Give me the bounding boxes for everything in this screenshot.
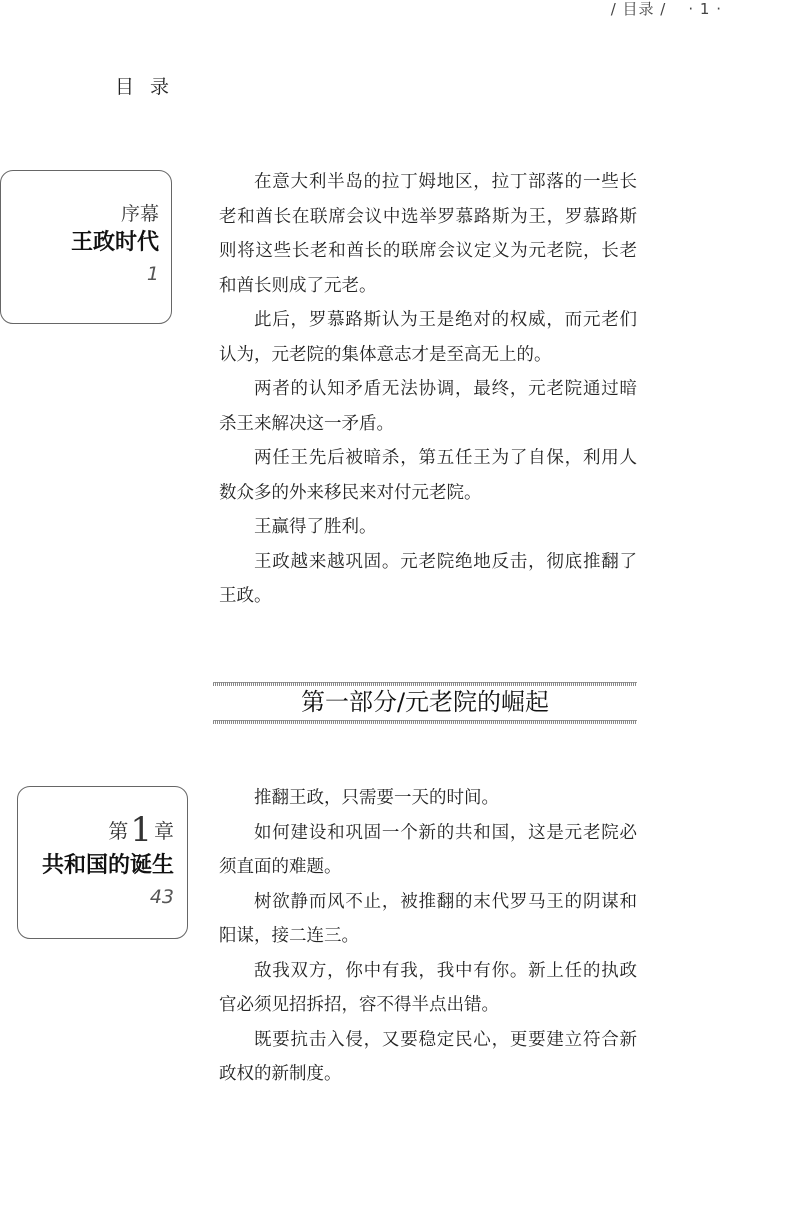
part-heading-rule-top	[213, 682, 637, 686]
prologue-title: 王政时代	[70, 230, 159, 255]
toc-title: 目录	[115, 76, 186, 98]
paragraph: 两者的认知矛盾无法协调，最终，元老院通过暗杀王来解决这一矛盾。	[219, 379, 637, 434]
paragraph: 王赢得了胜利。	[254, 517, 377, 537]
part-heading-rule-bottom	[213, 720, 637, 724]
paragraph: 王政越来越巩固。元老院绝地反击，彻底推翻了王政。	[219, 551, 637, 606]
prologue-page-number: 1	[146, 263, 159, 285]
prologue-toc-entry[interactable]	[0, 170, 172, 324]
paragraph: 树欲静而风不止，被推翻的末代罗马王的阴谋和阳谋，接二连三。	[219, 891, 637, 946]
prologue-summary	[219, 165, 637, 614]
chapter-1-label	[18, 811, 174, 850]
chapter-suffix: 章	[154, 819, 174, 843]
paragraph: 推翻王政，只需要一天的时间。	[254, 788, 499, 808]
paragraph: 两任王先后被暗杀，第五任王为了自保，利用人数众多的外来移民来对付元老院。	[219, 448, 637, 503]
part-one-heading	[213, 684, 637, 721]
chapter-1-page-number: 43	[149, 886, 174, 908]
chapter-prefix: 第	[108, 819, 129, 843]
part-one-title: 第一部分/元老院的崛起	[300, 688, 550, 716]
paragraph: 在意大利半岛的拉丁姆地区，拉丁部落的一些长老和酋长在联席会议中选举罗慕路斯为王，罗慕路斯则将这些长老和酋长的联席会议定义为元老院，长老和酋长则成了元老。	[219, 172, 637, 296]
chapter-1-toc-entry[interactable]	[17, 786, 188, 939]
running-header	[611, 0, 722, 19]
paragraph: 如何建设和巩固一个新的共和国，这是元老院必须直面的难题。	[219, 822, 637, 877]
chapter-number: 1	[130, 810, 152, 850]
paragraph: 既要抗击入侵，又要稳定民心，更要建立符合新政权的新制度。	[219, 1029, 637, 1084]
paragraph: 敌我双方，你中有我，我中有你。新上任的执政官必须见招拆招，容不得半点出错。	[219, 960, 637, 1015]
header-page-number: · 1 ·	[688, 0, 722, 18]
header-section-label: / 目录 /	[610, 0, 667, 18]
paragraph: 此后，罗慕路斯认为王是绝对的权威，而元老们认为，元老院的集体意志才是至高无上的。	[219, 310, 637, 365]
prologue-label: 序幕	[120, 203, 159, 225]
chapter-1-summary	[219, 781, 637, 1092]
chapter-1-title: 共和国的诞生	[41, 853, 174, 878]
